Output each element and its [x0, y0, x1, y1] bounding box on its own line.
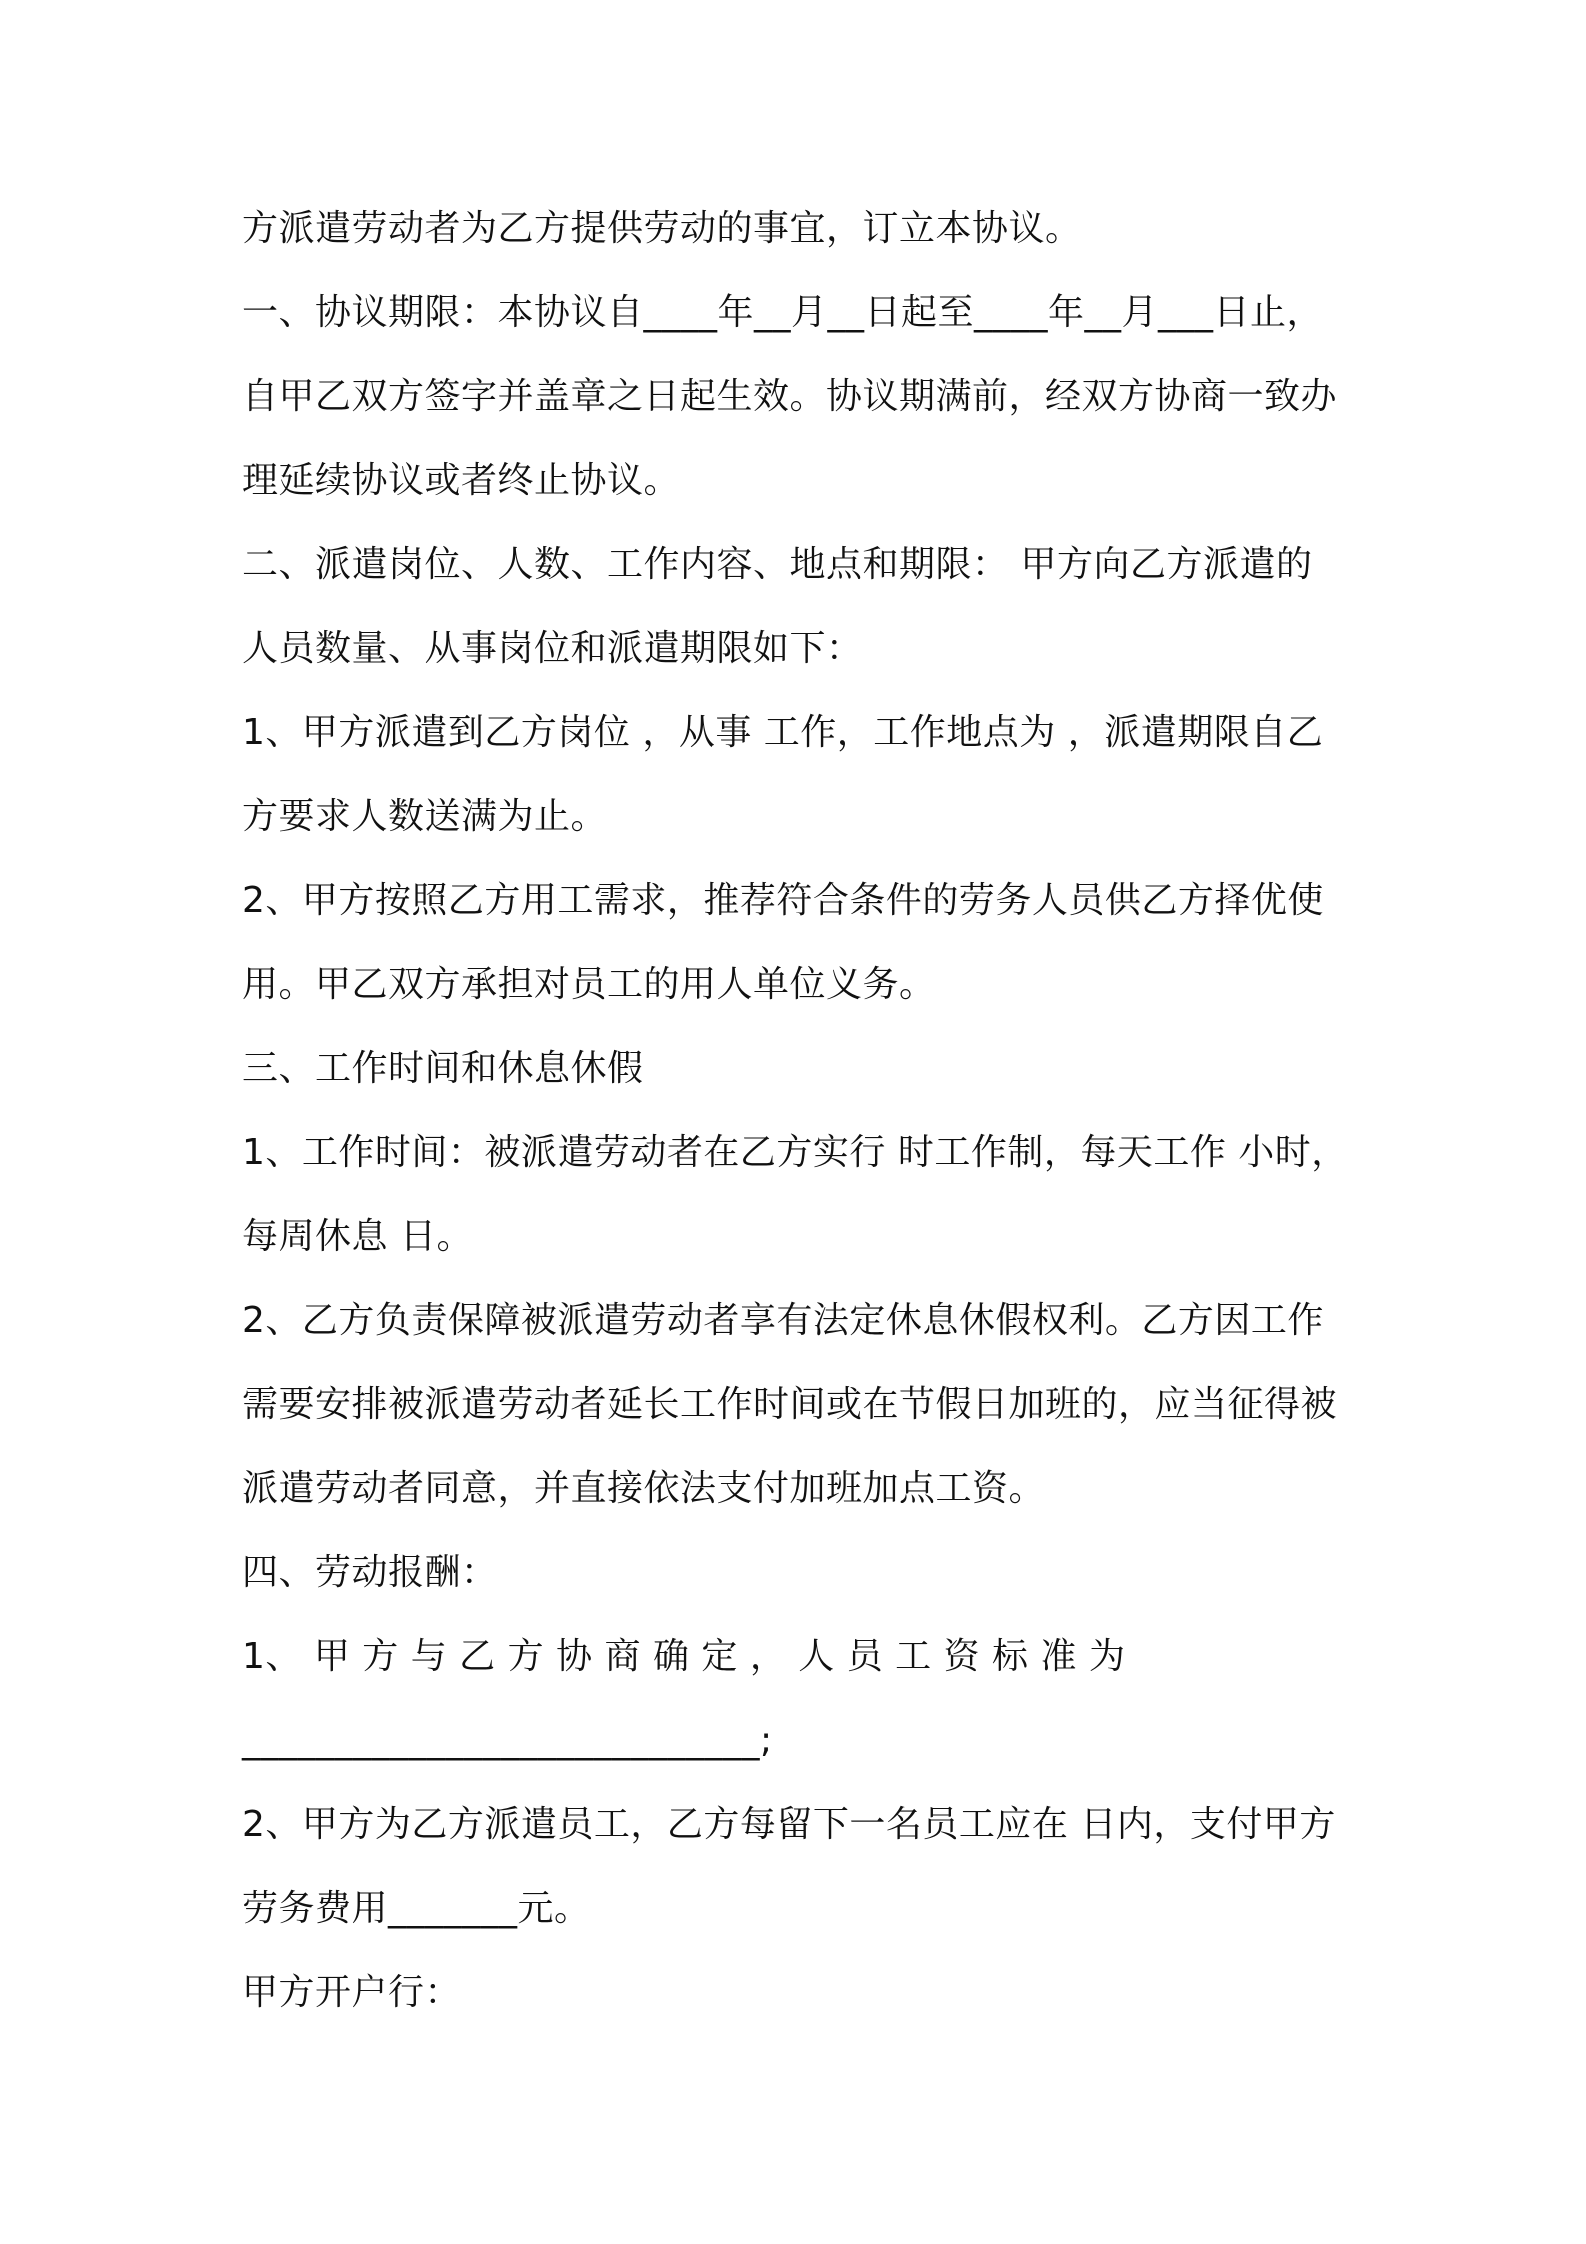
text-line: 方要求人数送满为止。 [242, 796, 608, 837]
text-line: 1、 甲 方 与 乙 方 协 商 确 定 ， 人 员 工 资 标 准 为 [242, 1636, 1126, 1677]
text-line: 派遣劳动者同意，并直接依法支付加班加点工资。 [242, 1468, 1046, 1509]
text-line: 劳务费用_______元。 [242, 1888, 591, 1929]
clause-2-heading: 二、派遣岗位、人数、工作内容、地点和期限： 甲方向乙方派遣的 [242, 544, 1313, 585]
text-line: 2、甲方按照乙方用工需求，推荐符合条件的劳务人员供乙方择优使 [242, 880, 1324, 921]
clause-4-heading: 四、劳动报酬： [242, 1552, 498, 1593]
text-line: 方派遣劳动者为乙方提供劳动的事宜，订立本协议。 [242, 208, 1082, 249]
clause-3-heading: 三、工作时间和休息休假 [242, 1048, 644, 1089]
text-line: 用。甲乙双方承担对员工的用人单位义务。 [242, 964, 936, 1005]
text-line: 每周休息 日。 [242, 1216, 473, 1257]
text-line: 自甲乙双方签字并盖章之日起生效。协议期满前，经双方协商一致办 [242, 376, 1338, 417]
text-line: 人员数量、从事岗位和派遣期限如下： [242, 628, 863, 669]
text-line: 2、乙方负责保障被派遣劳动者享有法定休息休假权利。乙方因工作 [242, 1300, 1324, 1341]
bank-label: 甲方开户行： [242, 1972, 462, 2013]
text-line: 2、甲方为乙方派遣员工，乙方每留下一名员工应在 日内，支付甲方 [242, 1804, 1336, 1845]
clause-1-term: 一、协议期限：本协议自____年__月__日起至____年__月___日止， [242, 292, 1324, 333]
salary-blank-line: ____________________________; [242, 1720, 773, 1761]
text-line: 1、工作时间：被派遣劳动者在乙方实行 时工作制，每天工作 小时， [242, 1132, 1348, 1173]
text-line: 1、甲方派遣到乙方岗位 ，从事 工作，工作地点为 ，派遣期限自乙 [242, 712, 1324, 753]
text-line: 需要安排被派遣劳动者延长工作时间或在节假日加班的，应当征得被 [242, 1384, 1338, 1425]
text-line: 理延续协议或者终止协议。 [242, 460, 681, 501]
